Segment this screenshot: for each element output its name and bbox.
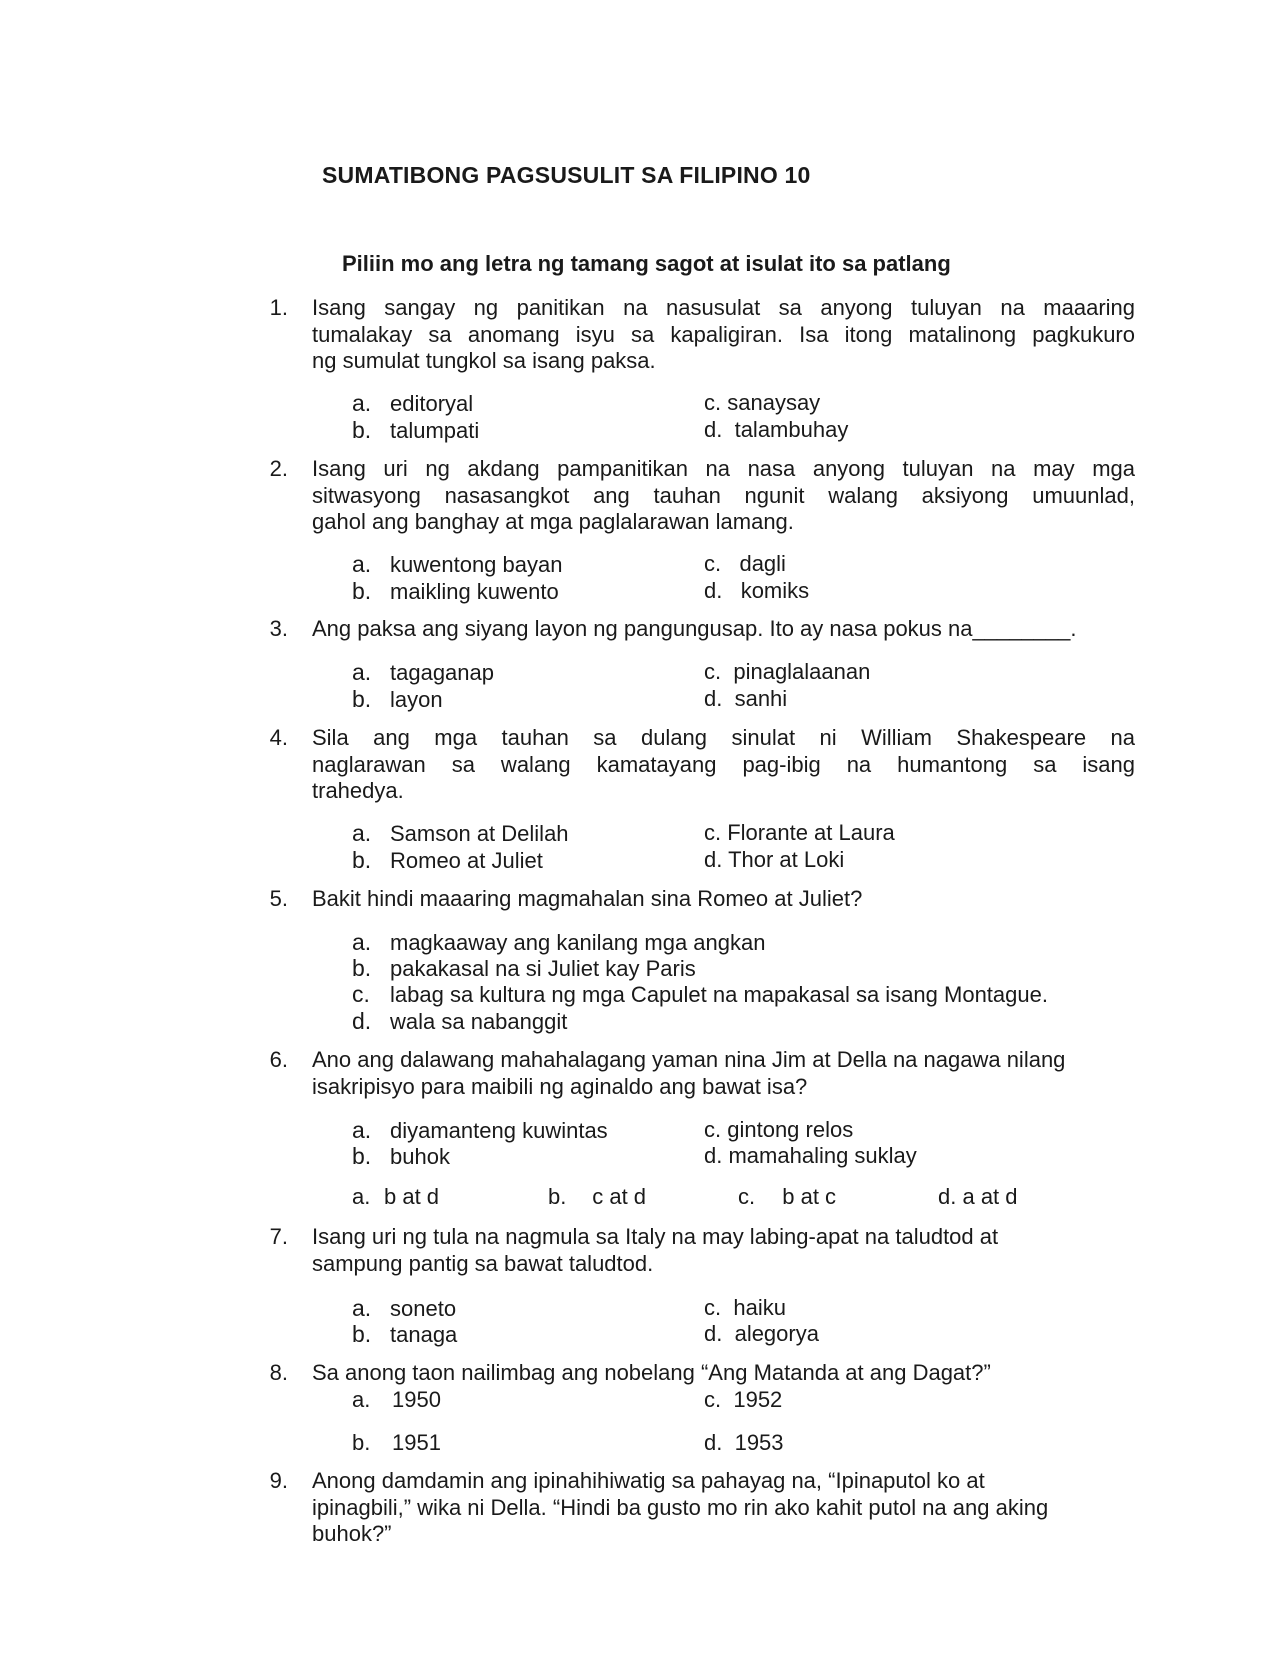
choice-d: d. a at d [938, 1184, 1018, 1209]
option-a: a. kuwentong bayan [352, 551, 563, 577]
question-line: tumalakay sa anomang isyu sa kapaligiran. Isa itong matalinong pagkukuro [312, 321, 1135, 347]
question-line: Anong damdamin ang ipinahihiwatig sa pahayag na, “Ipinaputol ko at [312, 1468, 985, 1493]
question-number: 6. [269, 1047, 288, 1072]
question-line: sampung pantig sa bawat taludtod. [312, 1250, 654, 1276]
option-c: c. gintong relos [704, 1117, 854, 1142]
question-line: buhok?” [312, 1521, 392, 1546]
option-d: d. Thor at Loki [704, 847, 845, 872]
question-number: 2. [269, 456, 288, 481]
option-d: d. 1953 [704, 1430, 784, 1455]
option-d: d. komiks [704, 578, 810, 603]
question-text [312, 295, 1135, 375]
question-text [312, 1047, 1135, 1100]
option-c: c. haiku [704, 1295, 786, 1320]
option-b: b. 1951 [352, 1430, 441, 1455]
option-d: d. alegorya [704, 1321, 819, 1346]
question-line: ng sumulat tungkol sa isang paksa. [312, 348, 656, 373]
option-d: d. sanhi [704, 686, 788, 711]
option-a: a. tagaganap [352, 659, 494, 685]
question-line: Ano ang dalawang mahahalagang yaman nina Jim at Della na nagawa nilang [312, 1047, 1066, 1072]
question-number: 5. [269, 886, 288, 911]
question-text [312, 1360, 1135, 1387]
question-line: trahedya. [312, 778, 404, 803]
question-line: Sa anong taon nailimbag ang nobelang “Ang Matanda at ang Dagat?” [312, 1360, 991, 1385]
question-number: 1. [269, 295, 288, 320]
option-a: a. editoryal [352, 390, 474, 416]
question-text [312, 725, 1135, 805]
option-d: d. wala sa nabanggit [352, 1008, 568, 1034]
option-b: b. talumpati [352, 417, 480, 443]
question-text [312, 1468, 1135, 1548]
question-line: Isang sangay ng panitikan na nasusulat sa anyong tuluyan na maaaring [312, 295, 1135, 320]
question-line: Isang uri ng akdang pampanitikan na nasa anyong tuluyan na may mga [312, 456, 1135, 481]
question-line: Sila ang mga tauhan sa dulang sinulat ni William Shakespeare na [312, 725, 1135, 750]
option-d: d. mamahaling suklay [704, 1143, 917, 1168]
option-c: c. sanaysay [704, 390, 821, 415]
question-text [312, 616, 1135, 643]
question-line: Bakit hindi maaaring magmahalan sina Romeo at Juliet? [312, 886, 863, 911]
option-a: a. diyamanteng kuwintas [352, 1117, 608, 1143]
question-line: isakripisyo para maibili ng aginaldo ang bawat isa? [312, 1073, 808, 1099]
question-text [312, 456, 1135, 536]
instructions: Piliin mo ang letra ng tamang sagot at isulat ito sa patlang [342, 251, 951, 276]
option-b: b. maikling kuwento [352, 578, 559, 604]
option-a: a. soneto [352, 1295, 457, 1321]
question-text [312, 886, 1135, 913]
option-a: a. Samson at Delilah [352, 820, 569, 846]
option-b: b. pakakasal na si Juliet kay Paris [352, 955, 696, 981]
option-c: c. pinaglalaanan [704, 659, 871, 684]
option-d: d. talambuhay [704, 417, 849, 442]
option-b: b. tanaga [352, 1321, 458, 1347]
question-number: 8. [269, 1360, 288, 1385]
option-c: c. 1952 [704, 1387, 783, 1412]
option-a: a. 1950 [352, 1387, 441, 1412]
question-number: 7. [269, 1224, 288, 1249]
question-line: naglarawan sa walang kamatayang pag-ibig na humantong sa isang [312, 751, 1135, 777]
question-line: Isang uri ng tula na nagmula sa Italy na may labing-apat na taludtod at [312, 1224, 999, 1249]
option-c: c. labag sa kultura ng mga Capulet na mapakasal sa isang Montague. [352, 981, 1048, 1007]
question-number: 4. [269, 725, 288, 750]
option-b: b. buhok [352, 1143, 450, 1169]
choice-c: c. b at c [738, 1184, 837, 1209]
choice-b: b. c at d [548, 1184, 647, 1209]
option-c: c. Florante at Laura [704, 820, 895, 845]
question-number: 3. [269, 616, 288, 641]
question-text [312, 1224, 1135, 1277]
option-c: c. dagli [704, 551, 786, 576]
page-title: SUMATIBONG PAGSUSULIT SA FILIPINO 10 [322, 162, 811, 188]
option-a: a. magkaaway ang kanilang mga angkan [352, 929, 766, 955]
option-b: b. Romeo at Juliet [352, 847, 543, 873]
question-line: gahol ang banghay at mga paglalarawan lamang. [312, 509, 794, 534]
option-b: b. layon [352, 686, 443, 712]
question-number: 9. [269, 1468, 288, 1493]
question-line: ipinagbili,” wika ni Della. “Hindi ba gusto mo rin ako kahit putol na ang aking [312, 1494, 1049, 1520]
question-line: Ang paksa ang siyang layon ng pangungusap. Ito ay nasa pokus na________. [312, 616, 1077, 641]
choice-a: a. b at d [352, 1184, 440, 1209]
question-line: sitwasyong nasasangkot ang tauhan ngunit walang aksiyong umuunlad, [312, 482, 1135, 508]
